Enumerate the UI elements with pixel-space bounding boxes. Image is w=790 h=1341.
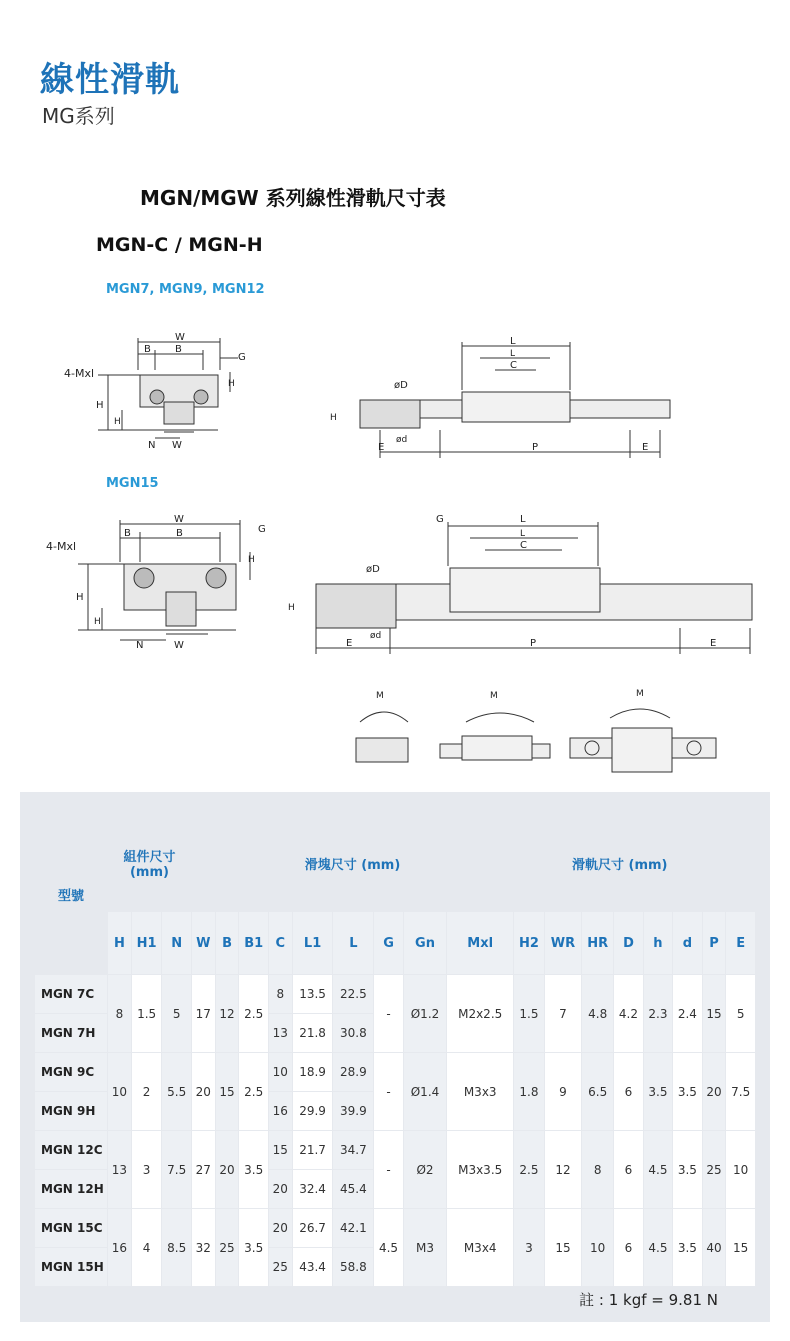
rail-side-view-15 [280,512,760,662]
label-my: M [636,689,644,699]
model-cell: MGN 7C [35,975,107,1013]
value-cell: 29.9 [293,1092,333,1130]
value-cell: 7.5 [162,1131,190,1208]
head-rail: 滑軌尺寸 (mm) [514,815,725,911]
label-h-15: H [76,592,84,603]
model-cell: MGN 7H [35,1014,107,1052]
value-cell: 3.5 [644,1053,672,1130]
value-cell: 2.5 [239,975,267,1052]
value-cell: 15 [726,1209,755,1286]
label-b1-15: B [124,528,131,539]
col-header: C [269,912,292,974]
block-end-view-small [60,330,280,460]
value-cell: 1.5 [132,975,162,1052]
label-wr: W [172,440,182,451]
value-cell: 12 [216,975,239,1052]
label-small-models: MGN7, MGN9, MGN12 [106,282,265,297]
value-cell: 10 [582,1209,613,1286]
note: 註 : 1 kgf = 9.81 N [579,1291,718,1309]
value-cell: Ø2 [404,1131,447,1208]
value-cell: 20 [703,1053,726,1130]
value-cell: Ø1.2 [404,975,447,1052]
value-cell: 15 [545,1209,581,1286]
col-header: WR [545,912,581,974]
value-cell: 25 [703,1131,726,1208]
label-w: W [175,332,185,343]
value-cell: 27 [192,1131,215,1208]
col-header: B [216,912,239,974]
label-l1-15: L [520,529,526,539]
spec-table-container [20,792,770,1322]
table-row [35,975,755,1013]
value-cell: 25 [216,1209,239,1286]
label-h1: H [114,417,121,427]
label-d-small-15: ød [370,631,382,641]
label-mgn15: MGN15 [106,476,159,491]
rail-side-view-small [320,334,680,464]
value-cell: 20 [269,1170,292,1208]
value-cell: - [374,1053,402,1130]
value-cell: 8 [582,1131,613,1208]
value-cell: 3.5 [673,1131,701,1208]
value-cell: 7 [545,975,581,1052]
label-mxl: 4-Mxl [64,367,95,380]
value-cell: 3.5 [239,1209,267,1286]
label-d-small: ød [396,435,408,445]
value-cell: 34.7 [333,1131,373,1169]
label-e-left-15: E [346,638,353,649]
value-cell: 30.8 [333,1014,373,1052]
col-header: P [703,912,726,974]
value-cell: 3 [514,1209,544,1286]
label-hr: H [330,413,337,423]
model-cell: MGN 9H [35,1092,107,1130]
value-cell: M3x4 [447,1209,513,1286]
head-assembly [108,815,191,911]
value-cell: 40 [703,1209,726,1286]
value-cell: 32 [192,1209,215,1286]
value-cell: 13 [269,1014,292,1052]
col-header: N [162,912,190,974]
value-cell: 5 [162,975,190,1052]
col-header: L [333,912,373,974]
value-cell: 28.9 [333,1053,373,1091]
label-phi-d: øD [394,380,408,391]
label-c-15: C [520,540,527,551]
value-cell: 8 [269,975,292,1013]
value-cell: 4.5 [374,1209,402,1286]
value-cell: 16 [108,1209,131,1286]
value-cell: 25 [269,1248,292,1286]
label-p: P [532,442,539,453]
value-cell: 9 [545,1053,581,1130]
value-cell: 20 [216,1131,239,1208]
model-title: MGN-C / MGN-H [96,234,263,256]
label-h2-15: H [248,555,255,565]
value-cell: 3.5 [673,1209,701,1286]
value-cell: 3 [132,1131,162,1208]
value-cell: 20 [269,1209,292,1247]
col-header: h [644,912,672,974]
label-b: B [175,344,182,355]
value-cell: 2 [132,1053,162,1130]
value-cell: 16 [269,1092,292,1130]
value-cell: 4.8 [582,975,613,1052]
col-header: Mxl [447,912,513,974]
value-cell: M2x2.5 [447,975,513,1052]
col-header: d [673,912,701,974]
col-header: H [108,912,131,974]
block-end-view-15 [40,512,290,662]
model-cell: MGN 15H [35,1248,107,1286]
head-assembly-unit: (mm) [129,865,169,880]
label-e-right: E [642,442,649,453]
value-cell: 15 [216,1053,239,1130]
label-hr-15: H [288,603,295,613]
value-cell: 1.5 [514,975,544,1052]
label-mr: M [376,691,384,701]
value-cell: 13 [108,1131,131,1208]
label-mxl-15: 4-Mxl [46,540,77,553]
label-c: C [510,360,517,371]
value-cell: 2.4 [673,975,701,1052]
label-w-15: W [174,514,184,525]
head-assembly-label: 組件尺寸 [123,850,176,865]
value-cell: 4.5 [644,1131,672,1208]
label-mp: M [490,691,498,701]
value-cell: 1.8 [514,1053,544,1130]
model-cell: MGN 9C [35,1053,107,1091]
moment-diagrams [340,686,720,782]
value-cell: Ø1.4 [404,1053,447,1130]
value-cell: 4 [132,1209,162,1286]
value-cell: 22.5 [333,975,373,1013]
value-cell: 18.9 [293,1053,333,1091]
value-cell: 4.2 [614,975,642,1052]
page-title: 線性滑軌 [40,60,180,100]
value-cell: 15 [703,975,726,1052]
label-b1: B [144,344,151,355]
col-header: H2 [514,912,544,974]
col-header: B1 [239,912,267,974]
col-header: L1 [293,912,333,974]
value-cell: 45.4 [333,1170,373,1208]
col-header: G [374,912,402,974]
label-gn: G [238,352,246,363]
label-n-15: N [136,640,144,651]
value-cell: 39.9 [333,1092,373,1130]
model-cell: MGN 12C [35,1131,107,1169]
table-row [35,1053,755,1091]
label-p-15: P [530,638,537,649]
value-cell: 6.5 [582,1053,613,1130]
value-cell: 10 [269,1053,292,1091]
value-cell: M3x3.5 [447,1131,513,1208]
label-e-right-15: E [710,638,717,649]
col-header: HR [582,912,613,974]
section-title: MGN/MGW 系列線性滑軌尺寸表 [140,186,446,210]
col-header: H1 [132,912,162,974]
head-model: 型號 [35,815,107,974]
label-l-15: L [520,514,526,525]
label-h2: H [228,379,235,389]
value-cell: 2.3 [644,975,672,1052]
value-cell: 26.7 [293,1209,333,1247]
label-n: N [148,440,156,451]
page-subtitle: MG系列 [42,104,115,128]
value-cell: 21.7 [293,1131,333,1169]
table-row [35,1131,755,1169]
value-cell: 17 [192,975,215,1052]
label-h1-15: H [94,617,101,627]
value-cell: 21.8 [293,1014,333,1052]
label-gn-15: G [258,524,266,535]
model-cell: MGN 15C [35,1209,107,1247]
value-cell: 10 [108,1053,131,1130]
col-header: D [614,912,642,974]
col-header: W [192,912,215,974]
spec-table [34,814,756,1287]
value-cell: - [374,975,402,1052]
value-cell: 3.5 [673,1053,701,1130]
label-l1: L [510,349,516,359]
value-cell: 6 [614,1131,642,1208]
value-cell: - [374,1131,402,1208]
col-header: Gn [404,912,447,974]
label-b-15: B [176,528,183,539]
head-block: 滑塊尺寸 (mm) [192,815,513,911]
value-cell: 7.5 [726,1053,755,1130]
table-row [35,1209,755,1247]
value-cell: 2.5 [239,1053,267,1130]
label-h: H [96,400,104,411]
label-g: G [436,514,444,525]
value-cell: 43.4 [293,1248,333,1286]
value-cell: 4.5 [644,1209,672,1286]
value-cell: 13.5 [293,975,333,1013]
value-cell: 10 [726,1131,755,1208]
value-cell: 8.5 [162,1209,190,1286]
value-cell: 5.5 [162,1053,190,1130]
value-cell: 20 [192,1053,215,1130]
value-cell: 5 [726,975,755,1052]
label-l: L [510,336,516,347]
value-cell: 3.5 [239,1131,267,1208]
value-cell: 12 [545,1131,581,1208]
col-header: E [726,912,755,974]
label-phi-d-15: øD [366,564,380,575]
value-cell: 42.1 [333,1209,373,1247]
value-cell: 8 [108,975,131,1052]
model-cell: MGN 12H [35,1170,107,1208]
label-wr-15: W [174,640,184,651]
value-cell: 15 [269,1131,292,1169]
value-cell: 6 [614,1209,642,1286]
value-cell: M3 [404,1209,447,1286]
label-e-left: E [378,442,385,453]
value-cell: 32.4 [293,1170,333,1208]
value-cell: M3x3 [447,1053,513,1130]
value-cell: 58.8 [333,1248,373,1286]
value-cell: 6 [614,1053,642,1130]
value-cell: 2.5 [514,1131,544,1208]
